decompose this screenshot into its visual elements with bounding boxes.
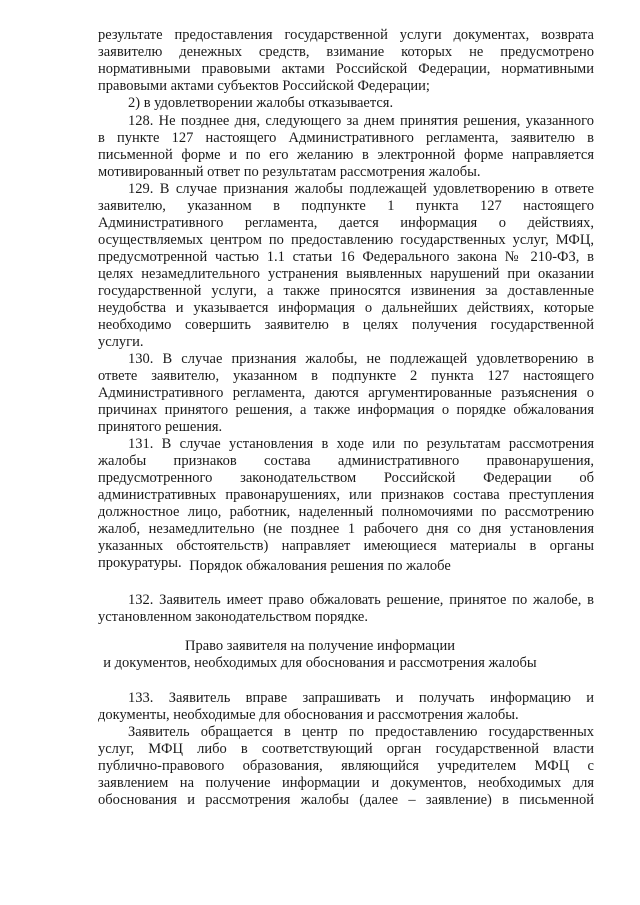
paragraph-129-line: необходимо совершить заявителю в целях получения государственной bbox=[98, 317, 594, 333]
paragraph-131-line: 131. В случае установления в ходе или по результатам рассмотрения bbox=[128, 436, 594, 452]
paragraph-131-line: прокуратуры. bbox=[98, 555, 182, 571]
paragraph-129-line: Административного регламента, дается информация о действиях, bbox=[98, 215, 594, 231]
paragraph-129-line: заявителю, указанном в подпункте 1 пункта 127 настоящего bbox=[98, 198, 594, 214]
paragraph-131-line: жалоб, незамедлительно (не позднее 1 рабочего дня со дня установления bbox=[98, 521, 594, 537]
paragraph-129-line: целях незамедлительного устранения выявленных нарушений при оказании bbox=[98, 266, 594, 282]
paragraph-131-line: административных правонарушениях, или признаков состава преступления bbox=[98, 487, 594, 503]
paragraph-applicant-line: Заявитель обращается в центр по предоставлению государственных bbox=[128, 724, 594, 740]
paragraph-applicant-line: обоснования и рассмотрения жалобы (далее – заявление) в письменной bbox=[98, 792, 594, 808]
paragraph-applicant-line: услуг, МФЦ либо в соответствующий орган государственной власти bbox=[98, 741, 594, 757]
paragraph-131-line: предусмотренного законодательством Российской Федерации об bbox=[98, 470, 594, 486]
intro-line: правовыми актами субъектов Российской Федерации; bbox=[98, 78, 430, 94]
paragraph-128-line: мотивированный ответ по результатам рассмотрения жалобы. bbox=[98, 164, 481, 180]
intro-line: нормативными правовыми актами Российской Федерации, нормативными bbox=[98, 61, 594, 77]
paragraph-129-line: услуги. bbox=[98, 334, 144, 350]
paragraph-applicant-line: публично-правового образования, являющийся учредителем МФЦ с bbox=[98, 758, 594, 774]
paragraph-129-line: 129. В случае признания жалобы подлежащей удовлетворению в ответе bbox=[128, 181, 594, 197]
intro-line: заявителю денежных средств, взимание которых не предусмотрено bbox=[98, 44, 594, 60]
section-heading-appeal: Порядок обжалования решения по жалобе bbox=[189, 558, 451, 574]
paragraph-130-line: принятого решения. bbox=[98, 419, 223, 435]
paragraph-128-line: письменной форме и по его желанию в электронной форме направляется bbox=[98, 147, 594, 163]
list-item-2: 2) в удовлетворении жалобы отказывается. bbox=[128, 95, 394, 111]
paragraph-130-line: 130. В случае признания жалобы, не подлежащей удовлетворению в bbox=[128, 351, 594, 367]
paragraph-128-line: 128. Не позднее дня, следующего за днем принятия решения, указанного bbox=[128, 113, 594, 129]
paragraph-130-line: причинах принятого решения, а также информация о порядке обжалования bbox=[98, 402, 594, 418]
section-heading-rights: и документов, необходимых для обоснования и рассмотрения жалобы bbox=[103, 655, 537, 671]
paragraph-129-line: предусмотренной частью 1.1 статьи 16 Федерального закона № 210-ФЗ, в bbox=[98, 249, 594, 265]
paragraph-129-line: осуществляемых центром по предоставлению государственных услуг, МФЦ, bbox=[98, 232, 594, 248]
paragraph-132-line: установленном законодательством порядке. bbox=[98, 609, 368, 625]
paragraph-130-line: ответе заявителю, указанном в подпункте 2 пункта 127 настоящего bbox=[98, 368, 594, 384]
paragraph-133-line: документы, необходимые для обоснования и рассмотрения жалобы. bbox=[98, 707, 519, 723]
paragraph-131-line: указанных обстоятельств) направляет имеющиеся материалы в органы bbox=[98, 538, 594, 554]
paragraph-129-line: государственной услуги, а также приносятся извинения за доставленные bbox=[98, 283, 594, 299]
paragraph-130-line: Административного регламента, даются аргументированные разъяснения о bbox=[98, 385, 594, 401]
paragraph-129-line: неудобства и указывается информация о дальнейших действиях, которые bbox=[98, 300, 594, 316]
section-heading-rights: Право заявителя на получение информации bbox=[185, 638, 455, 654]
paragraph-131-line: должностное лицо, работник, наделенный полномочиями по рассмотрению bbox=[98, 504, 594, 520]
paragraph-128-line: в пункте 127 настоящего Административного регламента, заявителю в bbox=[98, 130, 594, 146]
intro-line: результате предоставления государственной услуги документах, возврата bbox=[98, 27, 594, 43]
paragraph-131-line: жалобы признаков состава административного правонарушения, bbox=[98, 453, 594, 469]
paragraph-132-line: 132. Заявитель имеет право обжаловать решение, принятое по жалобе, в bbox=[128, 592, 594, 608]
paragraph-applicant-line: заявлением на получение информации и документов, необходимых для bbox=[98, 775, 594, 791]
paragraph-133-line: 133. Заявитель вправе запрашивать и получать информацию и bbox=[128, 690, 594, 706]
